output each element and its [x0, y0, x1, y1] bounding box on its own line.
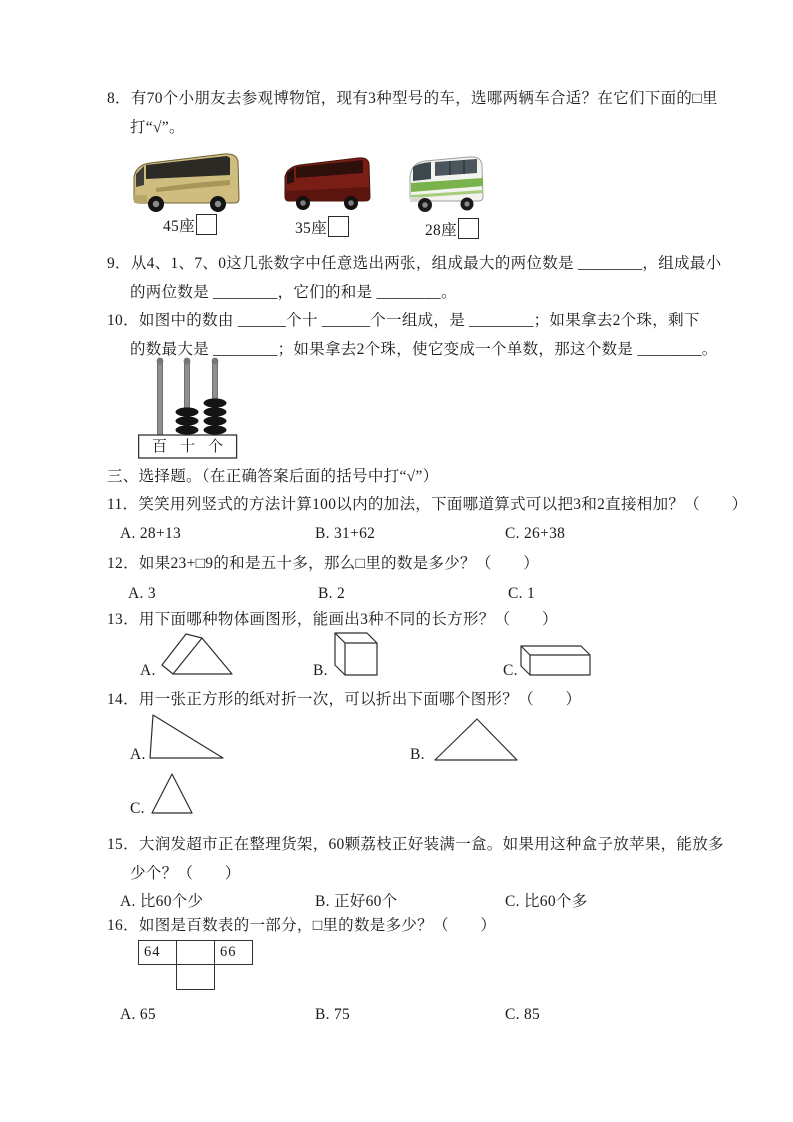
- q16-option-c: C. 85: [505, 1006, 541, 1023]
- q11-option-c: C. 26+38: [505, 525, 566, 542]
- bus-28-image: [403, 149, 493, 217]
- q15-text-line1: 15．大润发超市正在整理货架，60颗荔枝正好装满一盒。如果用这种盒子放苹果，能放多: [107, 836, 724, 853]
- q10-text-line1: 10．如图中的数由 ______个十 ______个一组成，是 ________；如果拿去2个珠，剩下: [107, 312, 700, 329]
- right-triangle-icon: [146, 710, 228, 762]
- narrow-isosceles-triangle-icon: [147, 770, 197, 818]
- q11-option-a: A. 28+13: [120, 525, 182, 542]
- q10-text-line2: 的数最大是 ________；如果拿去2个珠，使它变成一个单数，那这个数是 ________。: [130, 341, 718, 358]
- q11-option-b: B. 31+62: [315, 525, 376, 542]
- triangular-prism-icon: [152, 628, 242, 680]
- bus-45-image: [126, 147, 244, 217]
- bus-45-checkbox[interactable]: [196, 214, 217, 235]
- q14-option-a-label: A.: [130, 746, 146, 763]
- q14-text: 14．用一张正方形的纸对折一次，可以折出下面哪个图形？（ ）: [107, 691, 582, 708]
- q16-option-b: B. 75: [315, 1006, 351, 1023]
- q13-option-c-label: C.: [503, 662, 518, 679]
- abacus-column-ones: 个: [208, 439, 224, 455]
- q12-option-c: C. 1: [508, 585, 536, 602]
- q13-option-b-label: B.: [313, 662, 328, 679]
- bus-45-label: 45座: [163, 218, 195, 235]
- q13-option-a-label: A.: [140, 662, 156, 679]
- q14-option-c-label: C.: [130, 800, 145, 817]
- bus-35-checkbox[interactable]: [328, 216, 349, 237]
- q11-text: 11．笑笑用列竖式的方法计算100以内的加法，下面哪道算式可以把3和2直接相加？（ ）: [107, 496, 748, 513]
- q12-option-a: A. 3: [128, 585, 156, 602]
- q15-option-b: B. 正好60个: [315, 893, 398, 910]
- q16-option-a: A. 65: [120, 1006, 156, 1023]
- bus-28-label: 28座: [425, 222, 457, 239]
- q8-text-line1: 8．有70个小朋友去参观博物馆，现有3种型号的车，选哪两辆车合适？在它们下面的□里: [107, 90, 718, 107]
- bus-28-checkbox[interactable]: [458, 218, 479, 239]
- cuboid-icon: [518, 644, 594, 678]
- q15-option-c: C. 比60个多: [505, 893, 588, 910]
- grid-cell-below-empty: [176, 964, 215, 990]
- q9-text-line2: 的两位数是 ________，它们的和是 ________。: [130, 284, 457, 301]
- grid-cell-66: 66: [214, 940, 253, 965]
- q12-text: 12．如果23+□9的和是五十多，那么□里的数是多少？（ ）: [107, 555, 540, 572]
- q15-text-line2: 少个？（ ）: [130, 865, 241, 882]
- q14-option-b-label: B.: [410, 746, 425, 763]
- abacus-column-tens: 十: [180, 439, 196, 455]
- section3-title: 三、选择题。（在正确答案后面的括号中打“√”）: [107, 468, 439, 485]
- bus-35-label: 35座: [295, 220, 327, 237]
- abacus-column-hundreds: 百: [152, 439, 168, 455]
- grid-cell-64: 64: [138, 940, 177, 965]
- q16-text: 16．如图是百数表的一部分，□里的数是多少？（ ）: [107, 917, 497, 934]
- q8-text-line2: 打“√”。: [130, 119, 185, 136]
- bus-35-image: [278, 151, 375, 213]
- cube-icon: [330, 628, 382, 680]
- grid-cell-middle-empty: [176, 940, 215, 965]
- q13-text: 13．用下面哪种物体画图形，能画出3种不同的长方形？（ ）: [107, 611, 558, 628]
- q15-option-a: A. 比60个少: [120, 893, 204, 910]
- wide-isosceles-triangle-icon: [430, 712, 522, 764]
- abacus-beads: [176, 398, 227, 434]
- q12-option-b: B. 2: [318, 585, 346, 602]
- q9-text-line1: 9．从4、1、7、0这几张数字中任意选出两张，组成最大的两位数是 ________，组成最小: [107, 255, 722, 272]
